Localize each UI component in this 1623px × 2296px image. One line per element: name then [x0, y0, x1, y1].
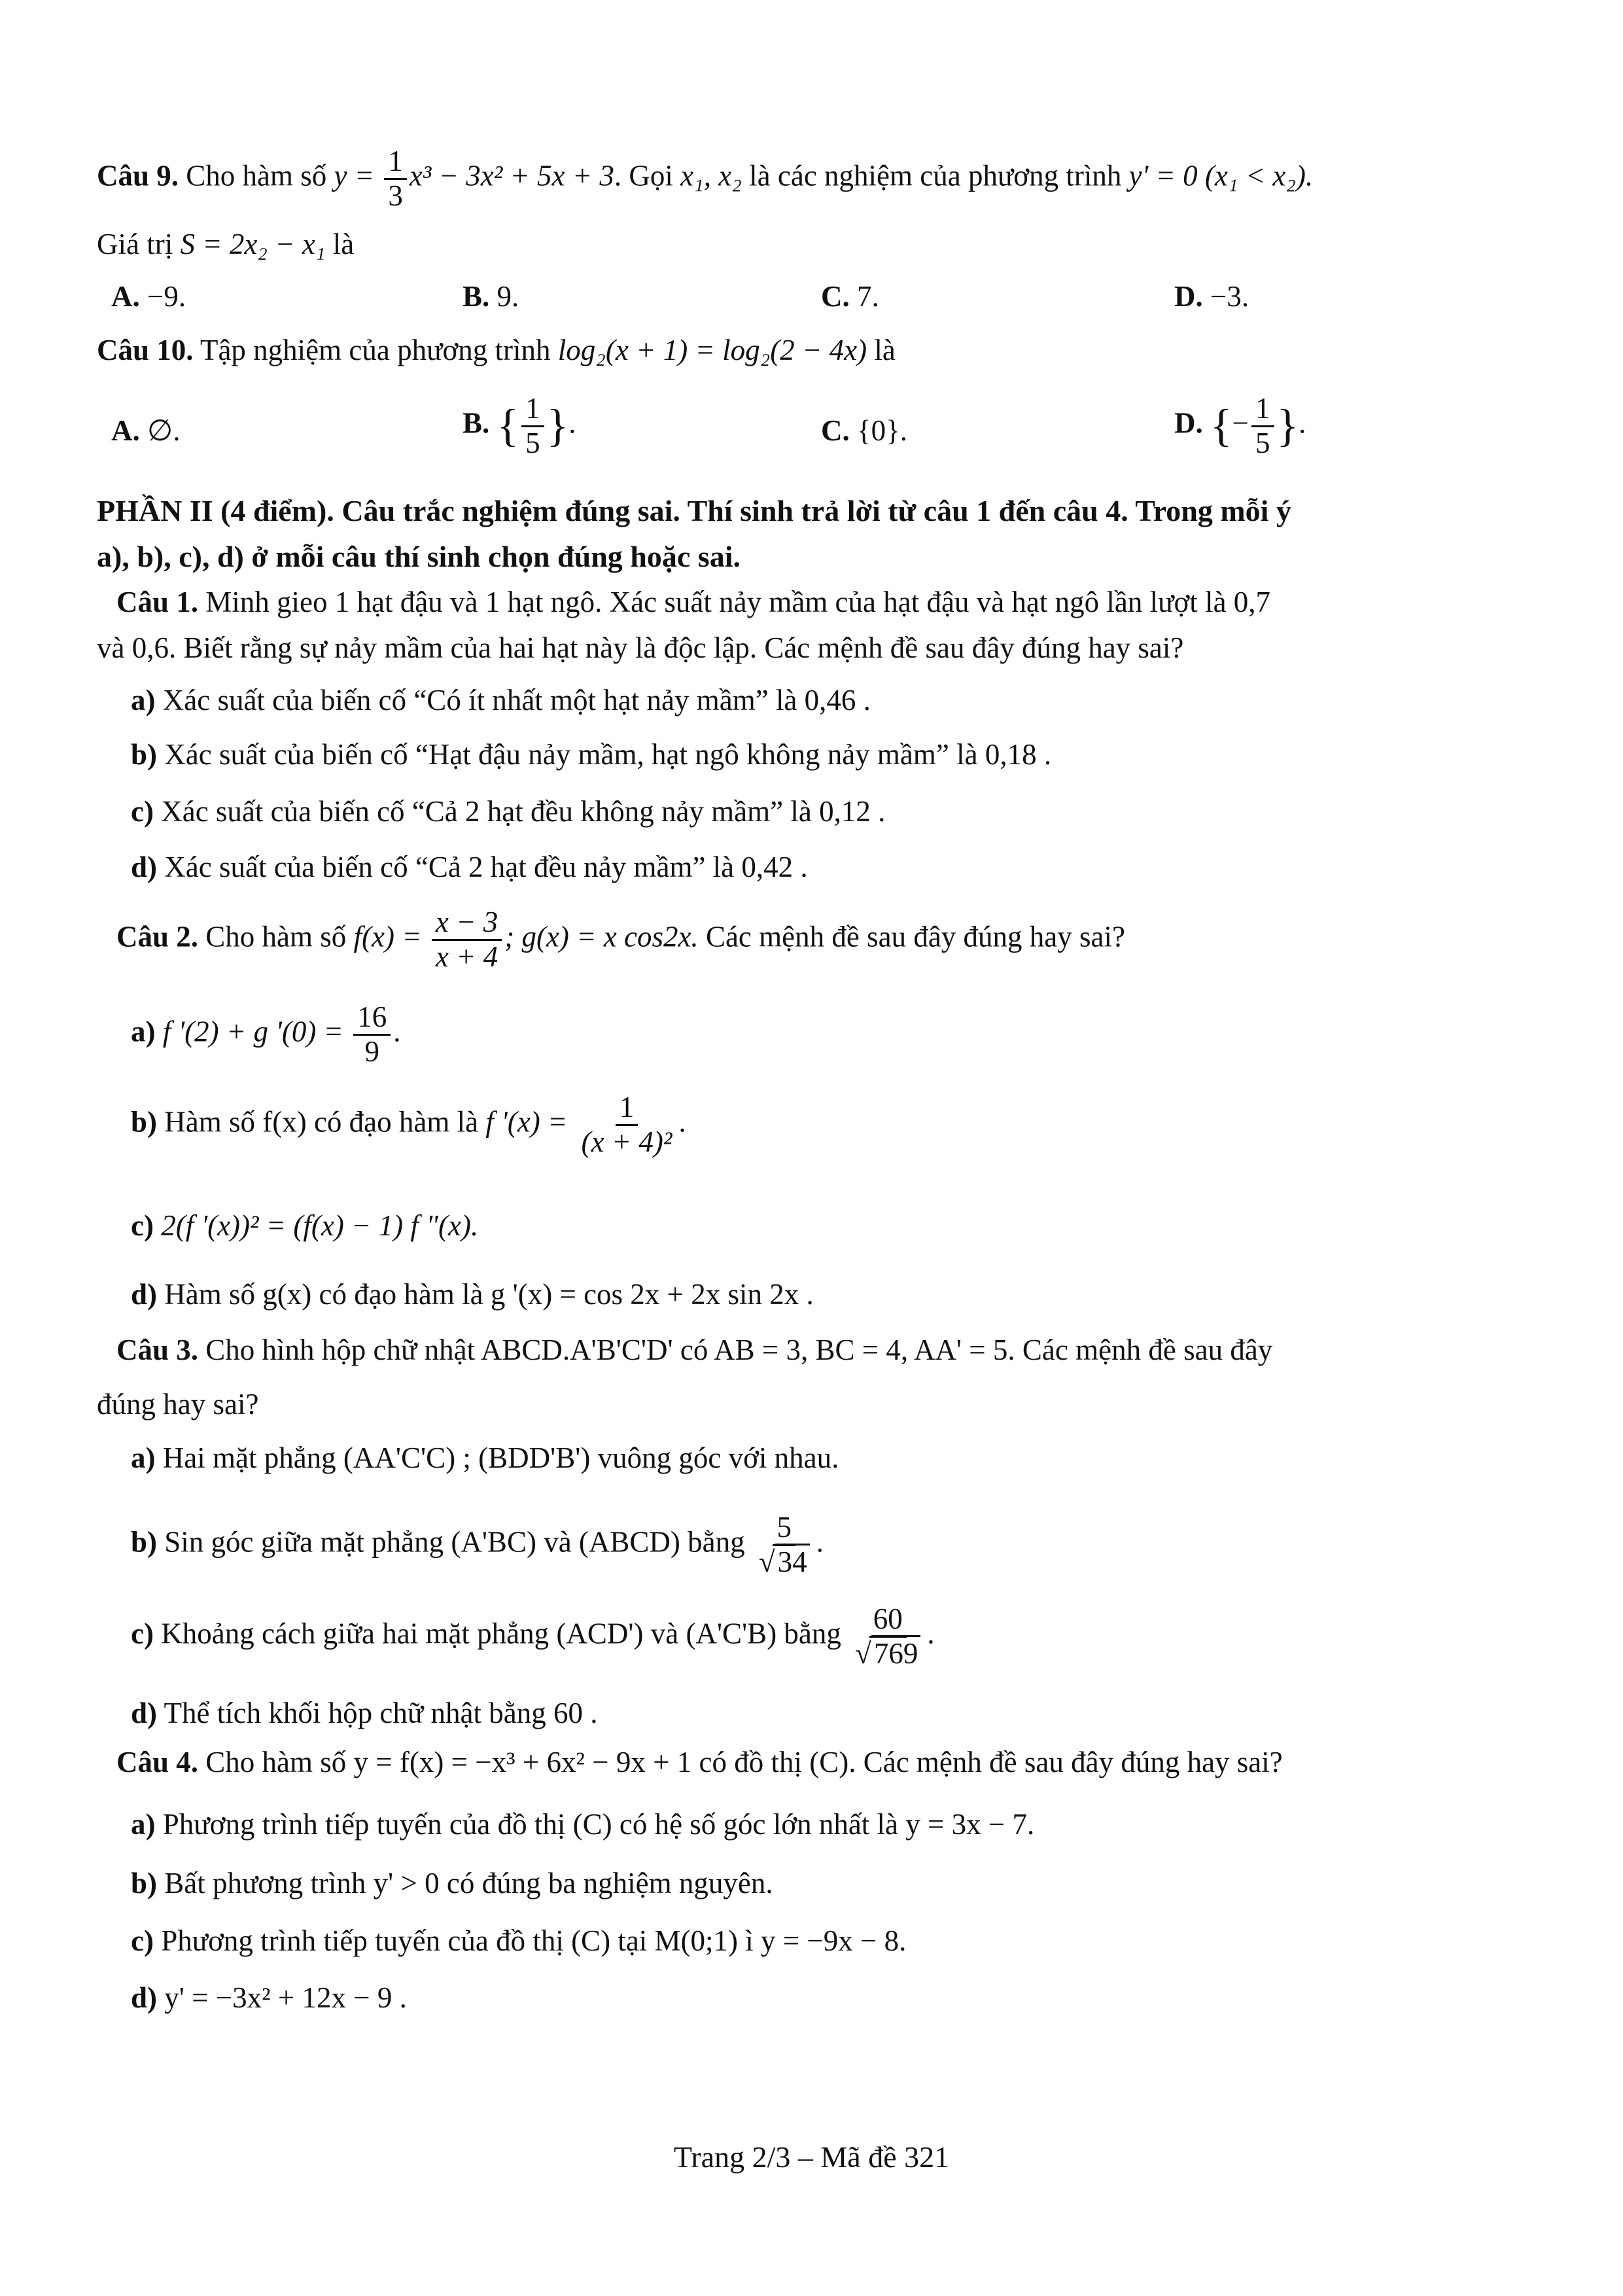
c4-item-c: c) Phương trình tiếp tuyến của đồ thị (C) tại M(0;1) ì y = −9x − 8. [131, 1924, 907, 1957]
q10-option-a: A. ∅. [111, 414, 181, 447]
c1-item-b: b) Xác suất của biến cố “Hạt đậu nảy mầm, hạt ngô không nảy mầm” là 0,18 . [131, 738, 1052, 771]
q10-option-c: C. {0}. [821, 414, 907, 447]
c1-item-d: d) Xác suất của biến cố “Cả 2 hạt đều nảy mầm” là 0,42 . [131, 851, 808, 883]
q9-label: Câu 9. [97, 159, 179, 192]
c1-item-a: a) Xác suất của biến cố “Có ít nhất một hạt nảy mầm” là 0,46 . [131, 684, 871, 716]
q10-option-d: D. {− $\frac{1}{5}$ }. [1174, 392, 1306, 459]
c2-item-c: c) 2(f '(x))² = (f(x) − 1) f "(x). [131, 1209, 479, 1242]
c3-item-c: c) Khoảng cách giữa hai mặt phẳng (ACD') và (A'C'B) bằng $\frac{60}{√769}$ . [131, 1602, 935, 1670]
q9-line2: Giá trị S = 2x₂ − x₁ là [97, 228, 355, 260]
c4-item-a: a) Phương trình tiếp tuyến của đồ thị (C) có hệ số góc lớn nhất là y = 3x − 7. [131, 1808, 1035, 1841]
q9-line1: Câu 9. Cho hàm số y = $\frac{1}{3}$ x³ − 3x² + 5x + 3. Gọi x₁, x₂ là các nghiệm của phương trình y' = 0 (x₁ < x₂). [97, 145, 1314, 212]
c2-line: Câu 2. Cho hàm số f(x) = $\frac{x - 3}{x + 4}$ ; g(x) = x cos2x. Các mệnh đề sau đây đúng hay sai? [116, 906, 1125, 973]
q9-option-d: D. −3. [1174, 280, 1249, 313]
c4-item-d: d) y' = −3x² + 12x − 9 . [131, 1981, 407, 2014]
c2-item-d: d) Hàm số g(x) có đạo hàm là g '(x) = cos 2x + 2x sin 2x . [131, 1278, 814, 1311]
c2-item-b: b) Hàm số f(x) có đạo hàm là f '(x) = $\frac{1}{\text{(x + 4)²}}$ . [131, 1091, 686, 1158]
q10-option-b: B. { $\frac{1}{5}$ }. [462, 392, 576, 459]
c4-line1: Câu 4. Cho hàm số y = f(x) = −x³ + 6x² − 9x + 1 có đồ thị (C). Các mệnh đề sau đây đúng hay sai? [116, 1746, 1283, 1778]
q10-line: Câu 10. Tập nghiệm của phương trình log₂(x + 1) = log₂(2 − 4x) là [97, 334, 896, 366]
c2-item-a: a) f '(2) + g '(0) = $\frac{16}{9}$ . [131, 1000, 401, 1068]
page-footer: Trang 2/3 – Mã đề 321 [673, 2140, 950, 2174]
c1-line1: Câu 1. Minh gieo 1 hạt đậu và 1 hạt ngô. Xác suất nảy mầm của hạt đậu và hạt ngô lần lượt là 0,7 [116, 586, 1271, 618]
c1-item-c: c) Xác suất của biến cố “Cả 2 hạt đều không nảy mầm” là 0,12 . [131, 795, 886, 828]
c3-item-a: a) Hai mặt phẳng (AA'C'C) ; (BDD'B') vuông góc với nhau. [131, 1441, 839, 1474]
c3-item-b: b) Sin góc giữa mặt phẳng (A'BC) và (ABCD) bằng $\frac{5}{√34}$ . [131, 1511, 824, 1578]
part2-heading-line1: PHẦN II (4 điểm). Câu trắc nghiệm đúng sai. Thí sinh trả lời từ câu 1 đến câu 4. Trong mỗi ý [97, 494, 1291, 527]
c1-line2: và 0,6. Biết rằng sự nảy mầm của hai hạt này là độc lập. Các mệnh đề sau đây đúng hay sai? [97, 631, 1184, 664]
part2-heading-line2: a), b), c), d) ở mỗi câu thí sinh chọn đúng hoặc sai. [97, 540, 741, 573]
c3-line2: đúng hay sai? [97, 1388, 259, 1421]
q9-option-a: A. −9. [111, 280, 186, 313]
q10-label: Câu 10. [97, 334, 194, 366]
c4-item-b: b) Bất phương trình y' > 0 có đúng ba nghiệm nguyên. [131, 1867, 773, 1899]
c3-line1: Câu 3. Cho hình hộp chữ nhật ABCD.A'B'C'D' có AB = 3, BC = 4, AA' = 5. Các mệnh đề sau đây [116, 1333, 1273, 1366]
q9-option-c: C. 7. [821, 280, 879, 313]
c3-item-d: d) Thể tích khối hộp chữ nhật bằng 60 . [131, 1697, 598, 1729]
q9-option-b: B. 9. [462, 280, 519, 313]
q9-fraction: $\frac{1}{3}$ [384, 145, 407, 212]
